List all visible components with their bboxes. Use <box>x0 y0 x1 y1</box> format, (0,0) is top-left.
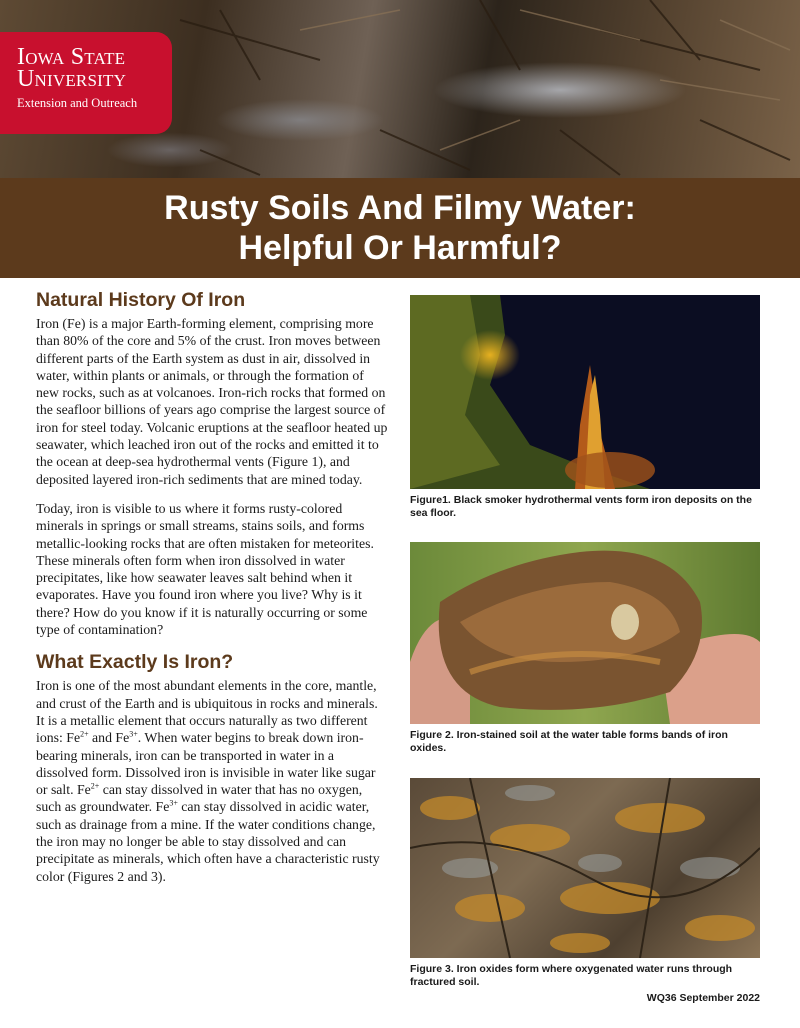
logo-line2: University <box>17 66 127 92</box>
figure-3-photo-fractured-soil <box>410 778 760 958</box>
iowa-state-logo[interactable] <box>0 32 172 134</box>
heading-natural-history: Natural History Of Iron <box>36 289 246 311</box>
paragraph-natural-history-2: Today, iron is visible to us where it forms rusty-colored minerals in springs or small streams, stains soils, and forms metallic-looking rocks that are often mistaken for meteorites. These minerals often form when iron dissolved in water precipitates, like how seawater leaves salt behind when it evaporates. Have you found iron where you live? Why is it there? How do you know if it is naturally occurring or some type of contamination? <box>36 500 374 638</box>
title-line1: Rusty Soils And Filmy Water: <box>164 189 636 227</box>
document-id-footer: WQ36 September 2022 <box>646 992 760 1004</box>
title-line2: Helpful Or Harmful? <box>238 229 562 267</box>
figure-2-caption: Figure 2. Iron-stained soil at the water table forms bands of iron oxides. <box>410 729 728 754</box>
figure-1-photo-hydrothermal-vent <box>410 295 760 489</box>
page-title <box>0 178 800 268</box>
heading-what-is-iron: What Exactly Is Iron? <box>36 651 234 674</box>
figure-2-photo-iron-stained-soil <box>410 542 760 724</box>
figure-2 <box>410 542 760 755</box>
figure-1 <box>410 295 760 520</box>
paragraph-natural-history-1: Iron (Fe) is a major Earth-forming element, comprising more than 80% of the core and 5% of the crust. Iron moves between different parts of the Earth system as dust in air, dissolved in water, within plants or animals, or through the formation of new rocks, such as at volcanoes. Iron-rich rocks that formed on the seafloor billions of years ago comprise the largest source of iron for steel today. Volcanic eruptions at the seafloor heated up seawater, which leached iron out of the rocks and emitted it to the ocean at deep-sea hydrothermal vents (Figure 1), and deposited layered iron-rich sediments that are mined today. <box>36 316 388 487</box>
figure-3-caption: Figure 3. Iron oxides form where oxygenated water runs through fractured soil. <box>410 963 733 988</box>
hero-photo-creek <box>0 0 800 178</box>
logo-line1: Iowa State <box>17 44 126 70</box>
text-column <box>36 288 388 897</box>
paragraph-what-is-iron: Iron is one of the most abundant elements in the core, mantle, and crust of the Earth and is ubiquitous in rocks and minerals. It is a metallic element that occurs naturally as two different ions: $Fe^{2+}$ and $Fe^{3+}$. When water begins to break down iron-bearing minerals, iron can be transported in water in a dissolved form. Dissolved iron is invisible in water like sugar or salt. $Fe^{2+}$ can stay dissolved in water that has no oxygen, such as groundwater. $Fe^{3+}$ can stay dissolved in acidic water, such as drainage from a mine. If the water conditions change, the iron may no longer be able to stay dissolved and can precipitate as minerals, which often have a characteristic rusty color (Figures 2 and 3). <box>36 678 380 884</box>
logo-subtitle: Extension and Outreach <box>17 96 138 110</box>
title-banner <box>0 178 800 278</box>
figure-1-caption: Figure1. Black smoker hydrothermal vents form iron deposits on the sea floor. <box>410 494 752 519</box>
figure-3 <box>410 778 760 989</box>
